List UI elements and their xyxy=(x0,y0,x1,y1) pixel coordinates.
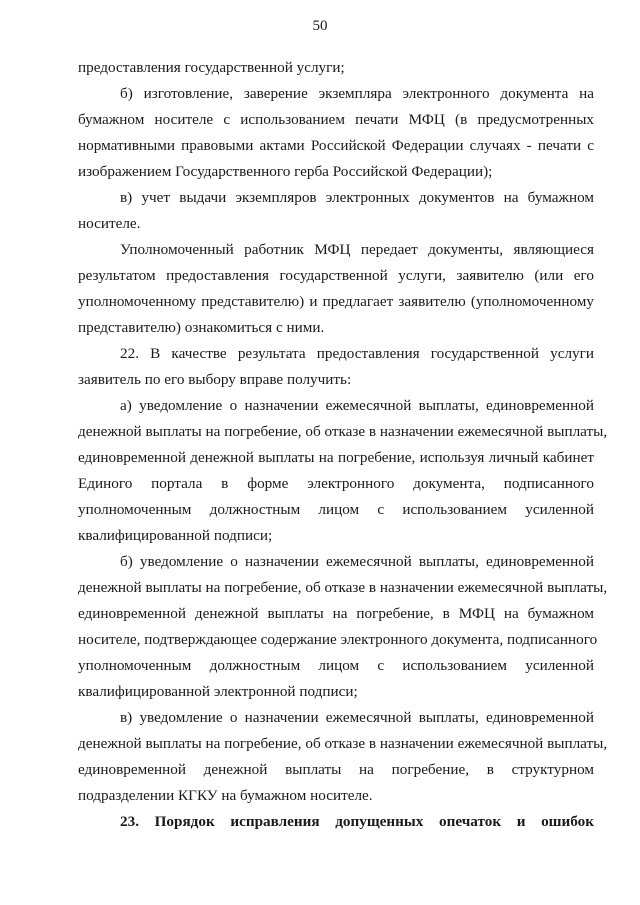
text-line: уполномоченному представителю) и предлагает заявителю (уполномоченному xyxy=(78,293,594,310)
text-line: квалифицированной электронной подписи; xyxy=(78,683,358,700)
paragraph-p9 xyxy=(78,809,594,835)
text-line: единовременной денежной выплаты на погребение, используя личный кабинет xyxy=(78,449,594,466)
paragraph-p7 xyxy=(78,549,608,705)
text-line: б) изготовление, заверение экземпляра электронного документа на xyxy=(120,85,594,102)
text-line: результатом предоставления государственной услуги, заявителю (или его xyxy=(78,267,594,284)
text-line: носителе. xyxy=(78,215,141,232)
text-line: уполномоченным должностным лицом с использованием усиленной xyxy=(78,501,594,518)
text-line: заявитель по его выбору вправе получить: xyxy=(78,371,352,388)
text-line: носителе, подтверждающее содержание электронного документа, подписанного xyxy=(78,631,598,648)
text-line: изображением Государственного герба Российской Федерации); xyxy=(78,163,493,180)
text-line: в) учет выдачи экземпляров электронных документов на бумажном xyxy=(120,189,594,206)
text-line: Уполномоченный работник МФЦ передает документы, являющиеся xyxy=(120,241,594,258)
text-line: Единого портала в форме электронного документа, подписанного xyxy=(78,475,594,492)
page-number: 50 xyxy=(312,18,328,34)
text-line: а) уведомление о назначении ежемесячной выплаты, единовременной xyxy=(120,397,594,414)
paragraph-p5 xyxy=(78,341,594,393)
paragraph-p4 xyxy=(78,237,594,341)
text-line: уполномоченным должностным лицом с использованием усиленной xyxy=(78,657,594,674)
text-line: денежной выплаты на погребение, об отказе в назначении ежемесячной выплаты, xyxy=(78,579,608,596)
section-heading-line: 23. Порядок исправления допущенных опечаток и ошибок xyxy=(120,813,594,830)
text-line: бумажном носителе с использованием печати МФЦ (в предусмотренных xyxy=(78,111,594,128)
document-body xyxy=(78,55,608,835)
text-line: единовременной денежной выплаты на погребение, в МФЦ на бумажном xyxy=(78,605,594,622)
text-line: единовременной денежной выплаты на погребение, в структурном xyxy=(78,761,594,778)
paragraph-p2 xyxy=(78,81,594,185)
paragraph-p3 xyxy=(78,185,594,237)
text-line: денежной выплаты на погребение, об отказе в назначении ежемесячной выплаты, xyxy=(78,735,608,752)
text-line: представителю) ознакомиться с ними. xyxy=(78,319,325,336)
text-line: денежной выплаты на погребение, об отказе в назначении ежемесячной выплаты, xyxy=(78,423,608,440)
text-line: квалифицированной подписи; xyxy=(78,527,273,544)
text-line: в) уведомление о назначении ежемесячной выплаты, единовременной xyxy=(120,709,594,726)
text-line: подразделении КГКУ на бумажном носителе. xyxy=(78,787,373,804)
paragraph-p1 xyxy=(78,55,594,81)
paragraph-p8 xyxy=(78,705,608,809)
text-line: нормативными правовыми актами Российской Федерации случаях - печати с xyxy=(78,137,594,154)
text-line: предоставления государственной услуги; xyxy=(78,59,345,76)
paragraph-p6 xyxy=(78,393,608,549)
text-line: 22. В качестве результата предоставления государственной услуги xyxy=(120,345,594,362)
text-line: б) уведомление о назначении ежемесячной выплаты, единовременной xyxy=(120,553,594,570)
